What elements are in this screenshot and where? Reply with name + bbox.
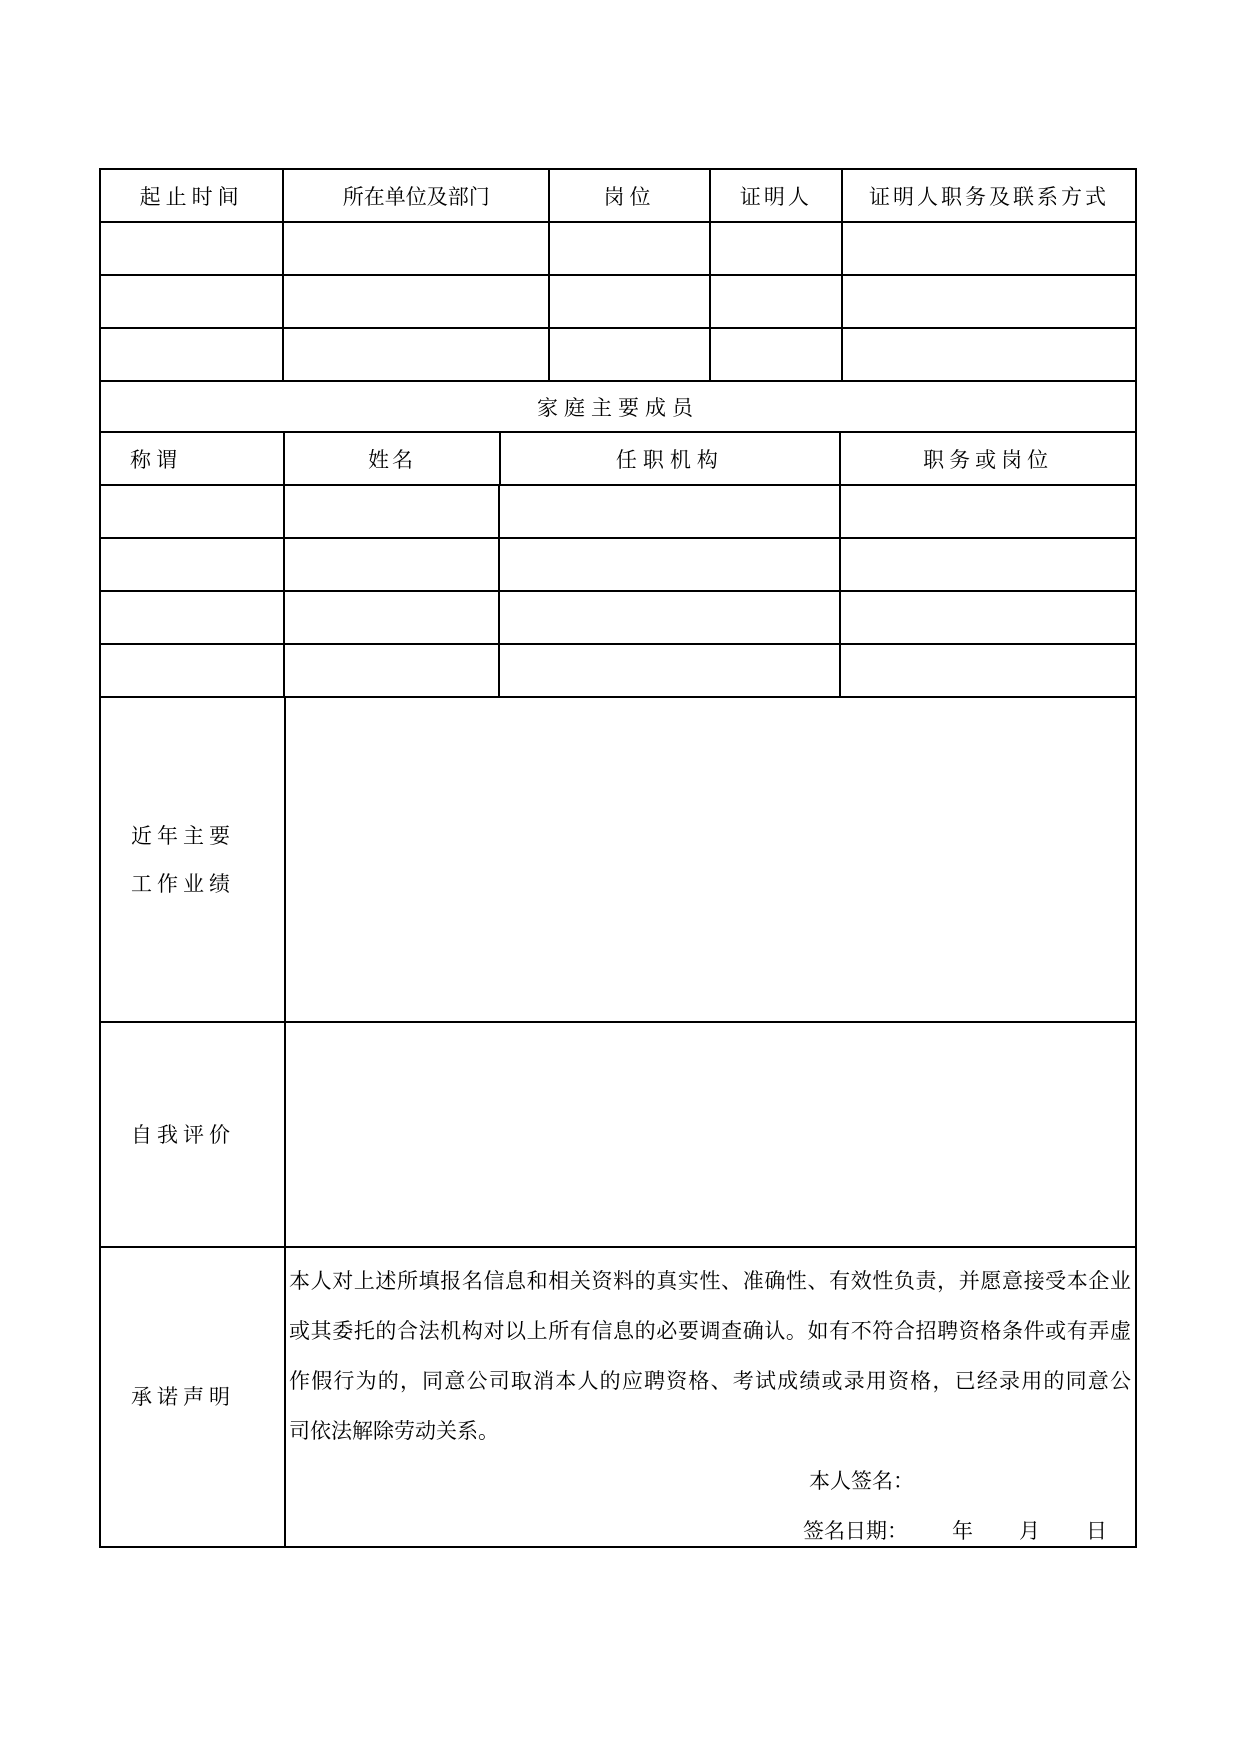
statement-content [286,1248,1135,1546]
year-label: 年 [952,1519,973,1543]
work-history-header-reference: 证明人 [711,170,843,221]
self-evaluation-row [101,1023,1135,1248]
achievements-label-line2: 工作业绩 [131,871,235,896]
work-history-header-post: 岗位 [550,170,710,221]
self-evaluation-label [101,1023,286,1246]
achievements-label-line1: 近年主要 [131,823,235,848]
family-cell [841,539,1135,590]
work-history-cell [550,223,710,274]
statement-line: 或其委托的合法机构对以上所有信息的必要调查确认。如有不符合招聘资格条件或有弄虚 [289,1319,1131,1343]
work-history-empty-row [101,223,1135,276]
work-history-header-row [101,170,1135,223]
statement-line: 作假行为的，同意公司取消本人的应聘资格、考试成绩或录用资格，已经录用的同意公 [289,1369,1131,1393]
family-cell [841,486,1135,537]
family-cell [101,592,285,643]
family-cell [285,539,500,590]
self-evaluation-label-text: 自我评价 [131,1122,235,1147]
family-cell [285,486,500,537]
family-cell [101,539,285,590]
work-history-header-reference-contact: 证明人职务及联系方式 [869,184,1110,209]
work-history-cell [284,223,550,274]
work-history-empty-row [101,329,1135,382]
family-header-name: 姓名 [285,433,500,484]
family-header-relation: 称谓 [101,433,285,484]
work-history-cell [284,276,550,327]
work-history-cell [711,223,843,274]
work-history-cell [843,223,1135,274]
statement-line: 本人对上述所填报名信息和相关资料的真实性、准确性、有效性负责，并愿意接受本企业 [289,1269,1131,1293]
work-history-header-period: 起止时间 [101,170,284,221]
statement-row [101,1248,1135,1546]
family-header-employer: 任职机构 [501,433,842,484]
work-history-empty-row [101,276,1135,329]
family-empty-row [101,539,1135,592]
work-history-cell [711,276,843,327]
work-history-cell [550,276,710,327]
family-empty-row [101,592,1135,645]
signature-label: 本人签名： [809,1469,914,1493]
month-label: 月 [1019,1519,1040,1543]
work-history-cell [101,223,284,274]
date-label: 签名日期： [803,1519,908,1543]
family-cell [285,592,500,643]
family-cell [101,486,285,537]
work-history-cell [843,276,1135,327]
family-cell [285,645,500,696]
family-cell [101,645,285,696]
family-empty-row [101,645,1135,698]
family-cell [500,486,841,537]
statement-label [101,1248,286,1546]
work-history-header-unit: 所在单位及部门 [284,170,550,221]
signature-date-line [289,1506,1131,1556]
family-cell [500,592,841,643]
work-history-cell [284,329,550,380]
work-history-cell [711,329,843,380]
achievements-content [286,698,1135,1021]
family-empty-row [101,486,1135,539]
family-cell [841,645,1135,696]
self-evaluation-content [286,1023,1135,1246]
achievements-label [101,698,286,1021]
family-header-position: 职务或岗位 [923,447,1054,472]
day-label: 日 [1086,1519,1107,1543]
family-cell [500,645,841,696]
statement-line: 司依法解除劳动关系。 [289,1419,499,1443]
work-history-cell [101,329,284,380]
work-history-cell [843,329,1135,380]
family-header-row [101,433,1135,486]
work-history-cell [101,276,284,327]
achievements-row [101,698,1135,1023]
family-cell [841,592,1135,643]
family-section-title: 家庭主要成员 [101,382,1135,433]
statement-label-text: 承诺声明 [131,1385,235,1409]
work-history-cell [550,329,710,380]
signature-line [289,1456,1131,1506]
family-cell [500,539,841,590]
application-form-table [99,168,1137,1548]
